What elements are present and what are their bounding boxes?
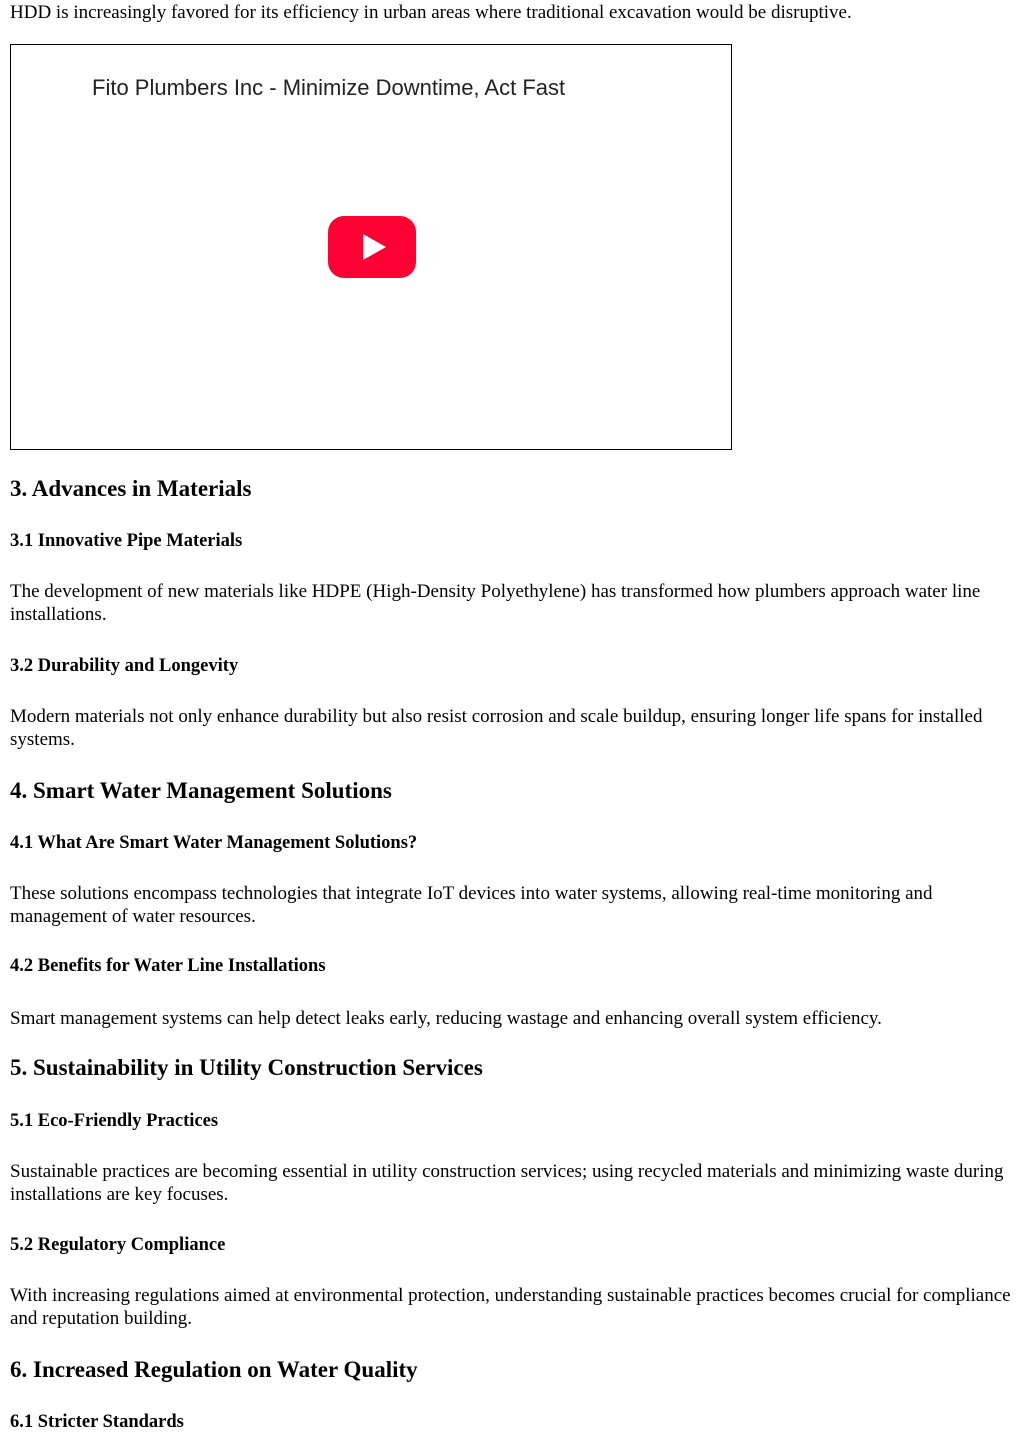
section-4-1-text: These solutions encompass technologies that integrate IoT devices into water systems, allowing real-time monitoring and management of water resources. [10,883,933,927]
intro-paragraph: HDD is increasingly favored for its efficiency in urban areas where traditional excavation would be disruptive. [10,2,852,23]
section-5-2-text: With increasing regulations aimed at environmental protection, understanding sustainable practices becomes crucial for compliance and reputation building. [10,1285,1011,1329]
section-6-heading: 6. Increased Regulation on Water Quality [10,1357,418,1382]
section-3-2-heading: 3.2 Durability and Longevity [10,656,239,676]
video-embed[interactable] [10,44,732,450]
section-3-2-text: Modern materials not only enhance durability but also resist corrosion and scale buildup, ensuring longer life spans for installed systems. [10,706,983,750]
section-5-1-heading: 5.1 Eco-Friendly Practices [10,1111,219,1131]
section-5-heading: 5. Sustainability in Utility Construction Services [10,1055,483,1080]
youtube-play-icon[interactable] [328,216,416,278]
section-5-2-heading: 5.2 Regulatory Compliance [10,1235,226,1255]
section-4-heading: 4. Smart Water Management Solutions [10,778,392,803]
section-4-2-text: Smart management systems can help detect leaks early, reducing wastage and enhancing overall system efficiency. [10,1008,882,1029]
section-4-1-heading: 4.1 What Are Smart Water Management Solutions? [10,833,418,853]
section-5-1-text: Sustainable practices are becoming essential in utility construction services; using recycled materials and minimizing waste during installations are key focuses. [10,1161,1004,1205]
video-title[interactable]: Fito Plumbers Inc - Minimize Downtime, Act Fast [92,75,566,100]
section-4-2-heading: 4.2 Benefits for Water Line Installations [10,956,326,976]
section-3-heading: 3. Advances in Materials [10,476,252,501]
section-6-1-heading: 6.1 Stricter Standards [10,1412,184,1432]
section-3-1-heading: 3.1 Innovative Pipe Materials [10,531,243,551]
section-3-1-text: The development of new materials like HDPE (High-Density Polyethylene) has transformed how plumbers approach water line installations. [10,581,981,625]
